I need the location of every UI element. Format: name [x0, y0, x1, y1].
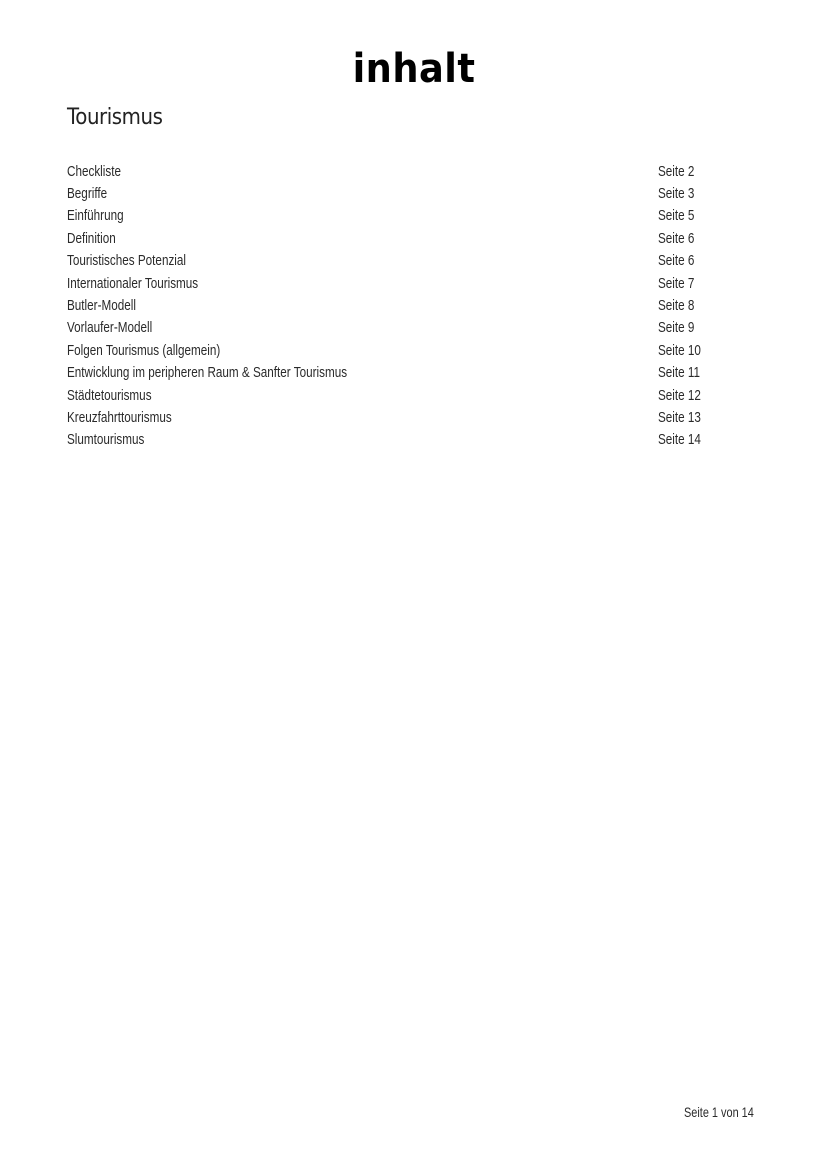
toc-item-label: Städtetourismus [67, 386, 152, 404]
toc-row[interactable] [67, 227, 727, 249]
toc-item-page: Seite 13 [658, 408, 701, 426]
toc-item-label: Touristisches Potenzial [67, 252, 187, 270]
toc-item-page: Seite 5 [658, 207, 695, 225]
toc-item-page: Seite 12 [658, 386, 701, 404]
toc-row[interactable] [67, 272, 727, 294]
toc-item-page: Seite 10 [658, 341, 701, 359]
toc-row[interactable] [67, 182, 727, 204]
toc-item-label: Einführung [67, 207, 124, 225]
section-title: Tourismus [67, 105, 163, 130]
toc-item-page: Seite 6 [658, 229, 695, 247]
toc-row[interactable] [67, 406, 727, 428]
table-of-contents [67, 160, 727, 451]
toc-row[interactable] [67, 362, 727, 384]
page-title: inhalt [352, 46, 476, 92]
toc-item-label: Internationaler Tourismus [67, 274, 199, 292]
toc-item-page: Seite 7 [658, 274, 695, 292]
toc-row[interactable] [67, 205, 727, 227]
toc-row[interactable] [67, 160, 727, 182]
toc-item-page: Seite 14 [658, 431, 701, 449]
toc-row[interactable] [67, 317, 727, 339]
toc-item-label: Folgen Tourismus (allgemein) [67, 341, 221, 359]
toc-row[interactable] [67, 429, 727, 451]
toc-item-label: Entwicklung im peripheren Raum & Sanfter Tourismus [67, 364, 348, 382]
toc-item-page: Seite 9 [658, 319, 695, 337]
toc-item-label: Butler-Modell [67, 297, 136, 315]
toc-item-label: Definition [67, 229, 116, 247]
toc-item-label: Vorlaufer-Modell [67, 319, 153, 337]
toc-item-page: Seite 6 [658, 252, 695, 270]
toc-item-label: Begriffe [67, 185, 108, 203]
toc-row[interactable] [67, 250, 727, 272]
toc-row[interactable] [67, 384, 727, 406]
toc-item-page: Seite 2 [658, 162, 695, 180]
toc-item-label: Kreuzfahrttourismus [67, 408, 172, 426]
toc-item-page: Seite 3 [658, 185, 695, 203]
toc-item-label: Checkliste [67, 162, 121, 180]
page-number-footer: Seite 1 von 14 [684, 1104, 754, 1120]
toc-item-label: Slumtourismus [67, 431, 145, 449]
toc-row[interactable] [67, 294, 727, 316]
toc-row[interactable] [67, 339, 727, 361]
toc-item-page: Seite 8 [658, 297, 695, 315]
toc-item-page: Seite 11 [658, 364, 701, 382]
